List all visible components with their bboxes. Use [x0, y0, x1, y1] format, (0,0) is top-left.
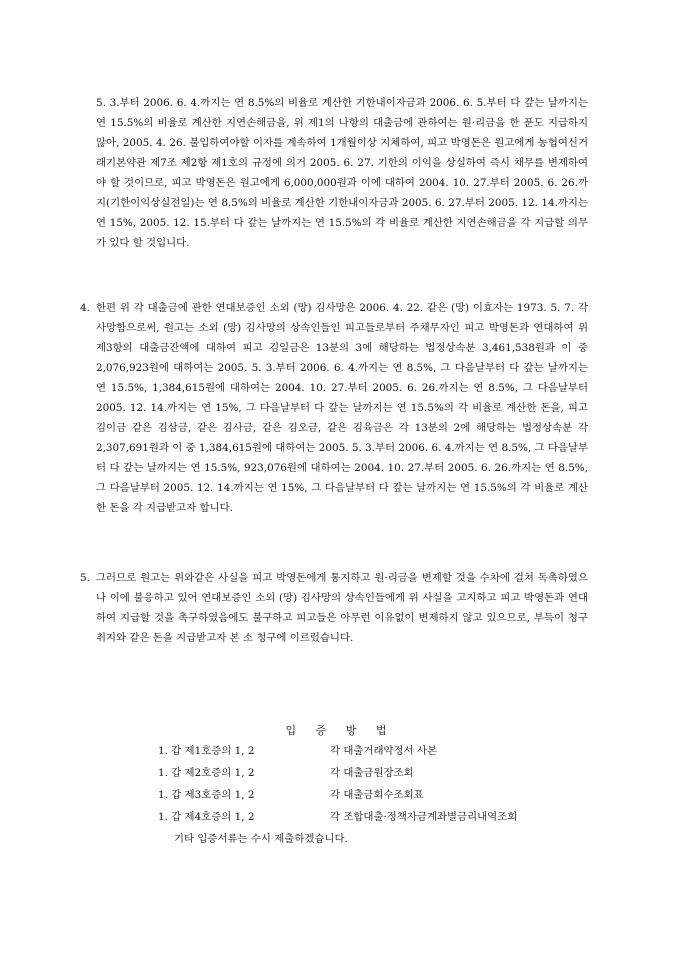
evidence-label: 1. 갑 제4호증의 1, 2 [158, 811, 255, 823]
evidence-item [158, 762, 618, 784]
paragraph-text: 한편 위 각 대출금에 관한 연대보증인 소외 (망) 김사망은 2006. 4. 22. 같은 (망) 이효자는 1973. 5. 7. 각 사망함으로써, 원고는 소외 (망) 김사망의 상속인들인 피고들로부터 주채무자인 피고 박영돈과 연대하여 위 제3항의 대출금잔액에 대하여 피고 김일금은 13분의 3에 해당하는 법정상속분 3,461,538원과 이 중 2,076,923원에 대하여는 2005. 5. 3.부터 2006. 6. 4.까지는 연 8.5%, 그 다음날부터 다 갚는 날까지는 연 15.5%, 1,384,615원에 대하여는 2004. 10. 27.부터 2005. 6. 26.까지는 연 8.5%, 그 다음날부터 2005. 12. 14.까지는 연 15%, 그 다음날부터 다 갚는 날까지는 연 15.5%의 각 비율로 계산한 돈을, 피고 김이금 같은 김삼금, 같은 김사금, 같은 김오금, 같은 김육금은 각 13분의 2에 해당하는 법정상속분 각 2,307,691원과 이 중 1,384,615원에 대하여는 2005. 5. 3.부터 2006. 6. 4.까지는 연 8.5%, 그 다음날부터 다 갚는 날까지는 연 15.5%, 923,076원에 대하여는 2004. 10. 27.부터 2005. 6. 26.까지는 연 8.5%, 그 다음날부터 2005. 12. 14.까지는 연 15%, 그 다음날부터 다 갚는 날까지는 연 15.5%의 각 비율로 계산한 돈을 각 지급받고자 합니다. [96, 302, 588, 514]
paragraph-continuation [96, 93, 588, 253]
paragraph-5 [80, 568, 588, 648]
evidence-item [158, 740, 618, 762]
evidence-document: 각 대출금회수조회표 [330, 789, 424, 801]
evidence-document: 각 대출거래약정서 사본 [330, 745, 437, 757]
evidence-note-row [158, 828, 618, 850]
evidence-document: 각 대출금원장조회 [330, 767, 414, 779]
evidence-note: 기타 입증서류는 수시 제출하겠습니다. [174, 833, 348, 845]
evidence-document: 각 조합대출·정책자금계좌별금리내역조회 [330, 811, 518, 823]
evidence-label: 1. 갑 제1호증의 1, 2 [158, 745, 255, 757]
evidence-label: 1. 갑 제2호증의 1, 2 [158, 767, 255, 779]
evidence-item [158, 784, 618, 806]
evidence-item [158, 806, 618, 828]
evidence-label: 1. 갑 제3호증의 1, 2 [158, 789, 255, 801]
paragraph-number: 5. [80, 572, 90, 584]
paragraph-number: 4. [80, 302, 90, 314]
paragraph-text: 5. 3.부터 2006. 6. 4.까지는 연 8.5%의 비율로 계산한 기한내이자금과 2006. 6. 5.부터 다 갚는 날까지는 연 15.5%의 비율로 계산한 지연손해금을, 위 제1의 나항의 대출금에 관하여는 원·리금을 한 푼도 지급하지 않아, 2005. 4. 26. 불입하여야할 이자를 계속하여 1개월이상 지체하여, 피고 박영돈은 원고에게 농협여신거래기본약관 제7조 제2항 제1호의 규정에 의거 2005. 6. 27. 기한의 이익을 상실하여 즉시 채무를 변제하여야 할 것이므로, 피고 박영돈은 원고에게 6,000,000원과 이에 대하여 2004. 10. 27.부터 2005. 6. 26.까지(기한이익상실전일)는 연 8.5%의 비율로 계산한 기한내이자금과 2005. 6. 27.부터 2005. 12. 14.까지는 연 15%, 2005. 12. 15.부터 다 갚는 날까지는 연 15.5%의 각 비율로 계산한 지연손해금을 각 지급할 의무가 있다 할 것입니다. [96, 97, 588, 249]
evidence-list [158, 740, 618, 850]
paragraph-text: 그러므로 원고는 위와같은 사실을 피고 박영돈에게 통지하고 원·리금을 변제할 것을 수차에 걸쳐 독촉하였으나 이에 불응하고 있어 연대보증인 소외 (망) 김사망의 상속인들에게 위 사실을 고지하고 피고 박영돈과 연대하여 지급할 것을 촉구하였음에도 불구하고 피고들은 아무런 이유없이 변제하지 않고 있으므로, 부득이 청구취지와 같은 돈을 지급받고자 본 소 청구에 이르렀습니다. [96, 572, 588, 644]
paragraph-4 [80, 298, 588, 518]
evidence-heading: 입 증 방 법 [285, 724, 395, 737]
